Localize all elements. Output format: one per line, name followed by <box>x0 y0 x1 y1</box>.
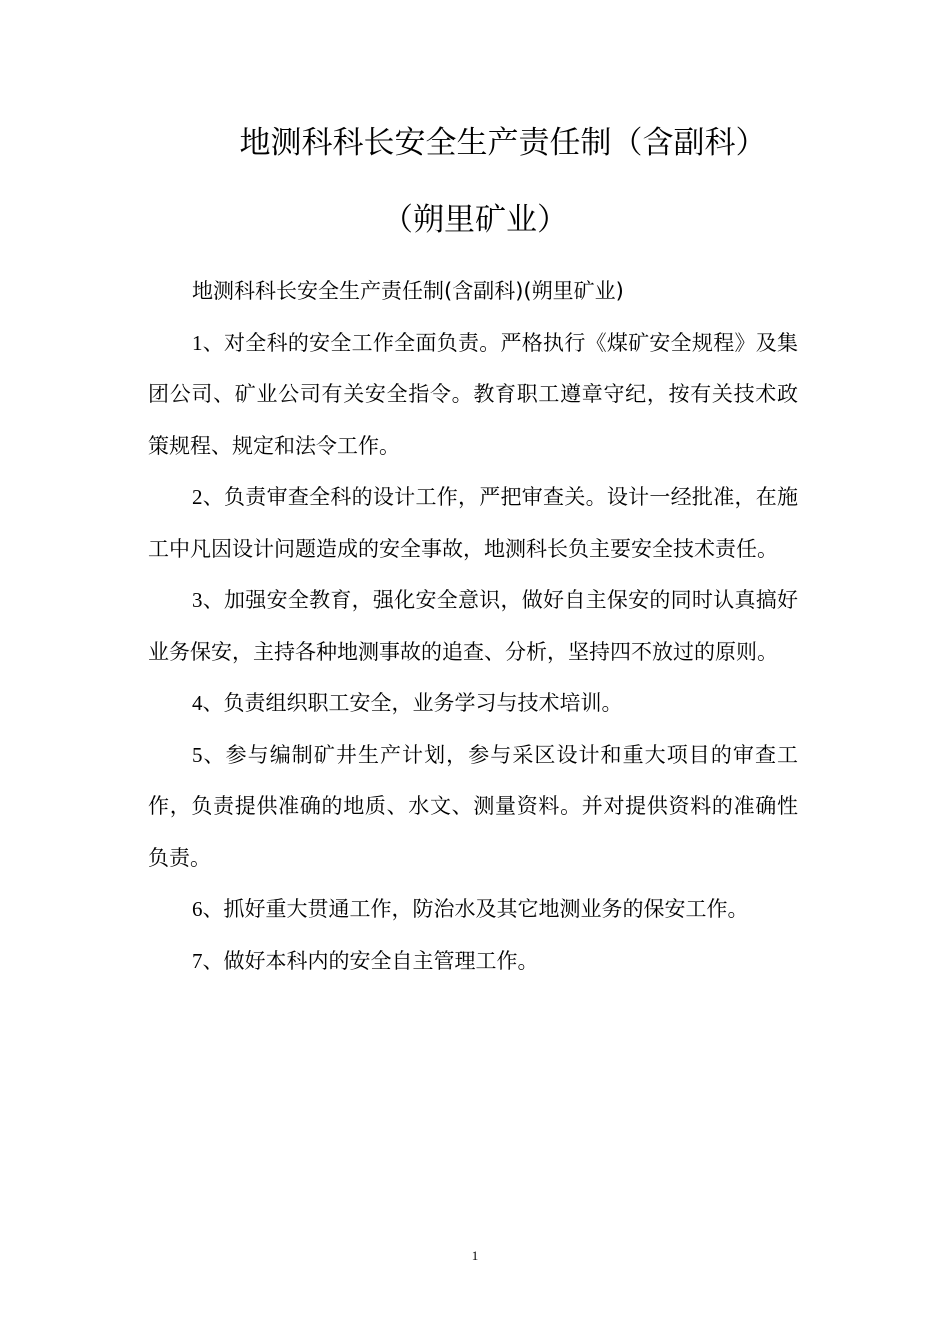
item-text: 、负责组织职工安全，业务学习与技术培训。 <box>202 691 623 715</box>
list-item <box>148 884 798 936</box>
list-item <box>148 936 798 988</box>
item-text: 、参与编制矿井生产计划，参与采区设计和重大项目的审查工作，负责提供准确的地质、水文、测量资料。并对提供资料的准确性负责。 <box>148 742 798 870</box>
item-number: 4 <box>192 691 203 715</box>
item-number: 6 <box>192 897 203 921</box>
document-subtitle: 地测科科长安全生产责任制(含副科)(朔里矿业) <box>192 279 624 303</box>
list-item <box>148 678 798 730</box>
list-item <box>148 575 798 678</box>
item-number: 7 <box>192 948 203 973</box>
item-number: 5 <box>192 742 203 767</box>
item-text: 、抓好重大贯通工作，防治水及其它地测业务的保安工作。 <box>202 897 749 921</box>
item-number: 1 <box>192 330 203 355</box>
item-text: 、对全科的安全工作全面负责。严格执行《煤矿安全规程》及集团公司、矿业公司有关安全指令。教育职工遵章守纪，按有关技术政策规程、规定和法令工作。 <box>148 330 798 458</box>
item-text: 、加强安全教育，强化安全意识，做好自主保安的同时认真搞好业务保安，主持各种地测事故的追查、分析，坚持四不放过的原则。 <box>148 588 798 664</box>
list-item <box>148 730 798 885</box>
item-text: 、负责审查全科的设计工作，严把审查关。设计一经批准，在施工中凡因设计问题造成的安全事故，地测科长负主要安全技术责任。 <box>148 485 798 561</box>
item-text: 、做好本科内的安全自主管理工作。 <box>202 948 539 973</box>
document-title-line-2: （朔里矿业） <box>382 202 568 238</box>
item-number: 2 <box>192 485 203 509</box>
document-body <box>148 266 798 987</box>
list-item <box>148 472 798 575</box>
page-number: 1 <box>471 1248 479 1263</box>
document-title-line-1: 地测科科长安全生产责任制（含副科） <box>239 125 767 161</box>
item-number: 3 <box>192 588 203 612</box>
list-item <box>148 318 798 473</box>
